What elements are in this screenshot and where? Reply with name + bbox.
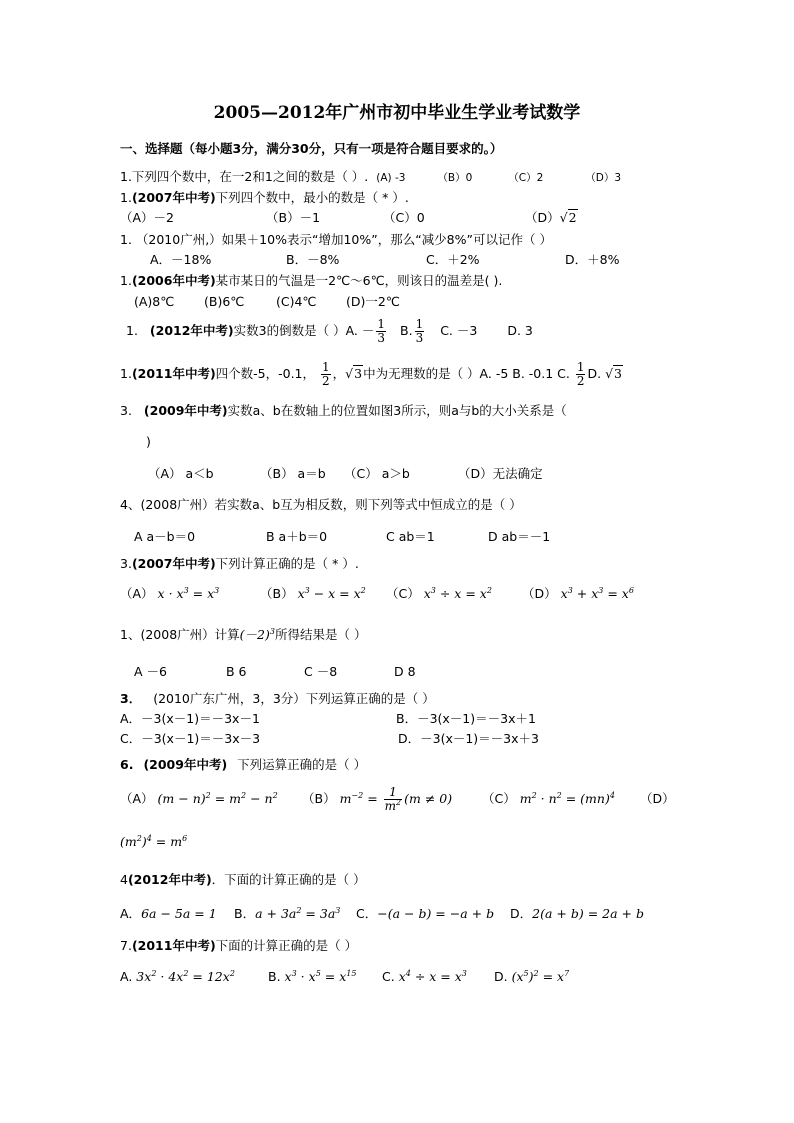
q3-option-d: D．＋8% [565,252,620,267]
q5-tag: (2012年中考) [149,323,234,338]
q5-fraction-b: $\frac{1}{3}$ [415,317,424,345]
q6-option-d: D. [587,366,602,381]
q2-option-d: （D）√2 [525,210,577,225]
question-12 [120,757,366,773]
q14-number: 7. [120,938,132,953]
q4-option-a: (A)8℃ [134,294,175,309]
q2-number: 1. [120,190,132,205]
q14-tag: (2011年中考) [131,938,216,953]
q1-option-a: (A) -3 [376,172,406,184]
q11-option-b: B．－3(x－1)＝－3x＋1 [396,711,536,726]
q14-option-a: A. $3x^2 \cdot 4x^2 = 12x^2$ [120,968,235,984]
q13-option-c: C．−(a − b) = −a + b [356,906,495,921]
q4-option-b: (B)6℃ [204,294,245,309]
q10-tail: 所得结果是（ ） [274,627,367,642]
q14-option-c: C. $x^4 \div x = x^3$ [382,968,467,984]
q10-expression: $(-2)^3$ [239,626,275,642]
q7-option-b: （B） a＝b [260,466,326,481]
q6-stem-1: 四个数-5，-0.1， [215,366,316,381]
question-8: 4、(2008广州）若实数a、b互为相反数，则下列等式中恒成立的是（ ） [120,497,522,512]
q13-option-b: B．$a + 3a^2 = 3a^3$ [234,905,341,921]
q9-tag: (2007年中考) [131,556,216,571]
q11-option-a: A．－3(x－1)＝－3x－1 [120,711,260,726]
q5-fraction-a: $\frac{1}{3}$ [377,317,386,345]
q13-option-a: A．6a − 5a = 1 [120,906,217,921]
q12-option-d: $(m^2)^4 = m^6$ [120,833,188,849]
q10-stem: 1、(2008广州）计算 [120,627,240,642]
q9-option-a: （A） $x \cdot x^3 = x^3$ [120,585,220,601]
q8-option-b: B a＋b＝0 [266,529,328,544]
q7-number: 3. [120,403,132,418]
sqrt-icon: √3 [345,366,363,381]
q7-stem: 实数a、b在数轴上的位置如图3所示，则a与b的大小关系是（ [227,403,567,418]
q3-option-b: B．－8% [286,252,340,267]
q6-tag: (2011年中考) [131,366,216,381]
q5-option-c: C. －3 [440,323,478,338]
q12-option-b: （B） $m^{-2}$ = $\frac{1}{m^2}$ (m ≠ 0) [302,785,453,813]
q11-option-c: C．－3(x－1)＝－3x－3 [120,731,261,746]
question-9 [120,556,359,572]
q2-option-c: （C）0 [383,210,425,225]
question-6 [120,360,623,388]
sqrt-icon: √3 [605,366,622,381]
question-10 [120,627,366,643]
q4-tag: (2006年中考) [131,273,216,288]
q9-option-c: （C） $x^3 \div x = x^2$ [386,585,492,601]
q7-tag: (2009年中考) [143,403,228,418]
q12-option-d-label: （D） [640,791,675,806]
q4-stem: 某市某日的气温是一2℃～6℃，则该日的温差是( ). [215,273,503,288]
q12-stem: 下列运算正确的是（ ） [237,757,367,772]
q13-number: 4 [120,872,128,887]
q7-option-a: （A） a＜b [148,466,214,481]
q12-fraction: $\frac{1}{m^2}$ [384,785,402,813]
q3-option-c: C．＋2% [426,252,480,267]
q2-option-a: （A）－2 [120,210,175,225]
q6-option-c-fraction: $\frac{1}{2}$ [576,360,585,388]
q5-minus: － [361,323,375,338]
q14-stem: 下面的计算正确的是（ ） [215,938,358,953]
q12-number: 6. [120,757,134,772]
page-title: 2005—2012年广州市初中毕业生学业考试数学 [213,103,581,123]
q10-option-b: B 6 [226,664,247,679]
q12-tag: (2009年中考) [143,757,228,772]
q9-option-b: （B） $x^3 - x = x^2$ [260,585,366,601]
q6-number: 1. [120,366,132,381]
q11-stem: (2010广东广州，3，3分）下列运算正确的是（ ） [153,691,435,706]
q10-option-d: D 8 [394,664,416,679]
q14-option-b: B. $x^3 \cdot x^5 = x^{15}$ [268,968,357,984]
q6-stem-2: 中为无理数的是（ ）A. -5 B. -0.1 C. [363,366,570,381]
q5-option-d: D. 3 [507,323,533,338]
q13-stem: ．下面的计算正确的是（ ） [211,872,366,887]
q1-option-d: （D）3 [585,172,622,184]
q4-option-c: (C)4℃ [276,294,317,309]
q6-separator: ， [332,366,346,381]
q4-option-d: (D)一2℃ [346,294,400,309]
q5-option-b: B. [400,323,413,338]
sqrt-icon: √2 [559,210,577,225]
question-2 [120,190,409,206]
question-5 [126,317,533,345]
q11-option-d: D．－3(x－1)＝－3x＋3 [398,731,539,746]
q2-stem: 下列四个数中，最小的数是（ * ）. [215,190,409,205]
q12-option-c: （C） $m^2 \cdot n^2 = (mn)^4$ [482,790,615,806]
section-heading: 一、选择题（每小题3分，满分30分，只有一项是符合题目要求的。） [120,141,503,156]
question-11 [120,691,435,707]
q9-option-d: （D） $x^3 + x^3 = x^6$ [522,585,634,601]
q2-tag: (2007年中考) [131,190,216,205]
q1-option-b: （B）0 [437,172,473,184]
q9-number: 3. [120,556,132,571]
q4-number: 1. [120,273,132,288]
q6-fraction: $\frac{1}{2}$ [322,360,330,388]
q14-option-d: D. $(x^5)^2 = x^7$ [494,968,570,984]
question-1 [120,169,621,186]
q1-option-c: （C）2 [508,172,544,184]
q8-option-d: D ab＝－1 [488,529,551,544]
q13-tag: (2012年中考) [127,872,212,887]
q12-option-a: （A） $(m - n)^2 = m^2 - n^2$ [120,790,278,806]
question-14 [120,938,357,954]
q8-option-a: A a－b＝0 [134,529,196,544]
q7-option-c: （C） a＞b [344,466,410,481]
question-7 [120,403,567,419]
question-13 [120,872,366,888]
q10-option-a: A －6 [134,664,167,679]
question-4 [120,273,502,289]
q5-number: 1. [126,323,138,338]
q7-option-d: （D）无法确定 [458,466,543,481]
q7-close-paren: ) [146,434,151,449]
q9-stem: 下列计算正确的是（ * ）. [215,556,359,571]
q5-stem: 实数3的倒数是（ ）A. [233,323,358,338]
q13-option-d: D．2(a + b) = 2a + b [510,906,644,921]
question-3: 1. （2010广州,）如果＋10%表示“增加10%”，那么“减少8%”可以记作（ ） [120,232,552,247]
q3-option-a: A．－18% [150,252,212,267]
q11-number: 3． [120,691,142,706]
q1-stem: 1.下列四个数中，在一2和1之间的数是（ ）. [120,169,369,184]
q8-option-c: C ab＝1 [386,529,435,544]
q10-option-c: C －8 [304,664,338,679]
q2-option-b: （B）－1 [266,210,321,225]
